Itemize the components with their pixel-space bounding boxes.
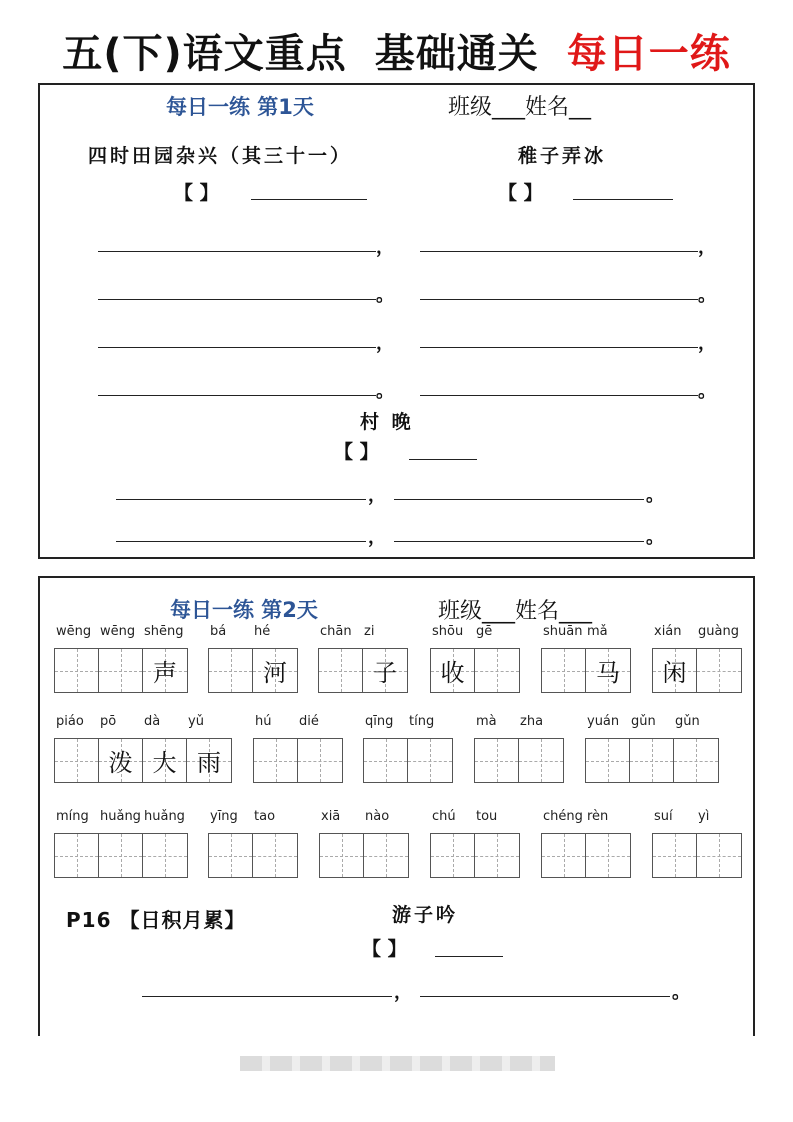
poem3-line-1a[interactable] (116, 499, 366, 500)
character-cell[interactable] (475, 834, 519, 877)
p16-label: P16 【日积月累】 (66, 908, 246, 932)
poem4-line-1a[interactable] (142, 996, 392, 997)
character-cell[interactable] (320, 834, 364, 877)
character-cell[interactable] (586, 834, 630, 877)
character-text: 大 (152, 749, 177, 777)
character-cell[interactable] (653, 834, 697, 877)
character-cell[interactable] (431, 834, 475, 877)
character-cell[interactable] (99, 739, 143, 782)
header-daily-practice: 每日一练 (566, 31, 731, 77)
poem3-line-2a[interactable] (116, 541, 366, 542)
period: 。 (646, 485, 664, 506)
poem2-line-1[interactable] (420, 251, 698, 252)
pinyin-syllable: gǔn (675, 714, 700, 729)
character-grid[interactable] (585, 738, 719, 783)
pinyin-syllable: míng (56, 809, 89, 824)
character-cell[interactable] (55, 834, 99, 877)
character-cell[interactable] (298, 739, 342, 782)
pinyin-syllable: rèn (587, 809, 609, 824)
character-grid[interactable] (54, 833, 188, 878)
character-cell[interactable] (143, 739, 187, 782)
poem1-line-3[interactable] (98, 347, 376, 348)
pinyin-syllable: hú (255, 714, 272, 729)
character-cell[interactable] (187, 739, 231, 782)
poem2-author-bracket: 【 】 (498, 182, 543, 204)
comma: ， (394, 982, 412, 1003)
pinyin-syllable: chú (432, 809, 456, 824)
period: 。 (698, 381, 716, 402)
pinyin-syllable: shēng (144, 624, 184, 639)
character-cell[interactable] (254, 739, 298, 782)
page-header (0, 22, 793, 79)
pinyin-syllable: qīng (365, 714, 394, 729)
header-subtitle: 基础通关 (374, 31, 539, 77)
pinyin-syllable: mǎ (587, 624, 608, 639)
pinyin-syllable: tíng (409, 714, 435, 729)
character-cell[interactable] (431, 649, 475, 692)
pinyin-syllable: chéng (543, 809, 583, 824)
pinyin-syllable: huǎng (100, 809, 141, 824)
pinyin-syllable: wēng (56, 624, 92, 639)
character-grid[interactable] (363, 738, 453, 783)
pinyin-syllable: yǔ (188, 714, 204, 729)
character-text: 泼 (108, 749, 133, 777)
poem3-author-bracket: 【 】 (334, 441, 379, 463)
character-cell[interactable] (99, 834, 143, 877)
character-cell[interactable] (653, 649, 697, 692)
pinyin-syllable: suí (654, 809, 673, 824)
character-cell[interactable] (630, 739, 674, 782)
poem1-line-1[interactable] (98, 251, 376, 252)
character-cell[interactable] (143, 649, 187, 692)
day2-label: 每日一练 第2天 (170, 598, 318, 622)
character-cell[interactable] (55, 649, 99, 692)
period: 。 (698, 285, 716, 306)
day1-worksheet (38, 83, 755, 559)
poem2-line-4[interactable] (420, 395, 698, 396)
pinyin-syllable: dié (299, 714, 319, 729)
pinyin-syllable: yuán (587, 714, 620, 729)
pinyin-syllable: bá (210, 624, 227, 639)
character-text: 子 (373, 659, 397, 687)
period: 。 (376, 381, 394, 402)
pinyin-syllable: chān (320, 624, 352, 639)
poem1-line-2[interactable] (98, 299, 376, 300)
comma: ， (368, 485, 386, 506)
pinyin-syllable: shōu (432, 624, 464, 639)
character-grid[interactable] (541, 648, 631, 693)
character-grid[interactable] (54, 648, 188, 693)
character-cell[interactable] (586, 739, 630, 782)
character-cell[interactable] (55, 739, 99, 782)
pinyin-syllable: gē (476, 624, 493, 639)
poem4-line-1b[interactable] (420, 996, 670, 997)
character-text: 河 (263, 659, 287, 687)
character-text: 闲 (662, 659, 687, 687)
character-cell[interactable] (542, 649, 586, 692)
pinyin-syllable: yīng (210, 809, 238, 824)
character-text: 收 (440, 659, 465, 687)
pinyin-syllable: zi (364, 624, 375, 639)
character-cell[interactable] (99, 649, 143, 692)
pinyin-syllable: shuān (543, 624, 583, 639)
character-grid[interactable] (54, 738, 232, 783)
pinyin-syllable: xiā (321, 809, 341, 824)
pinyin-syllable: guàng (698, 624, 739, 639)
pinyin-syllable: nào (365, 809, 390, 824)
character-cell[interactable] (364, 834, 408, 877)
pinyin-syllable: dà (144, 714, 161, 729)
character-grid[interactable] (652, 833, 742, 878)
period: 。 (672, 982, 690, 1003)
character-grid[interactable] (208, 648, 298, 693)
poem1-line-4[interactable] (98, 395, 376, 396)
character-cell[interactable] (475, 649, 519, 692)
comma: ， (698, 237, 716, 258)
comma: ， (698, 333, 716, 354)
poem3-line-1b[interactable] (394, 499, 644, 500)
character-cell[interactable] (674, 739, 718, 782)
pinyin-syllable: pō (100, 714, 117, 729)
character-cell[interactable] (209, 834, 253, 877)
header-title: 五(下)语文重点 (62, 31, 347, 77)
day1-class-name: 班级___姓名__ (448, 95, 592, 120)
comma: ， (376, 237, 394, 258)
character-grid[interactable] (253, 738, 343, 783)
pinyin-syllable: yì (698, 809, 710, 824)
pinyin-syllable: gǔn (631, 714, 656, 729)
character-cell[interactable] (319, 649, 363, 692)
period: 。 (646, 527, 664, 548)
blurred-watermark (240, 1056, 555, 1071)
character-grid[interactable] (430, 648, 520, 693)
pinyin-syllable: tao (254, 809, 276, 824)
period: 。 (376, 285, 394, 306)
character-text: 声 (153, 659, 177, 687)
character-cell[interactable] (363, 649, 407, 692)
comma: ， (368, 527, 386, 548)
character-grid[interactable] (541, 833, 631, 878)
day2-class-name: 班级___姓名___ (438, 599, 593, 624)
poem4-author-line[interactable] (435, 956, 503, 957)
character-grid[interactable] (430, 833, 520, 878)
character-text: 马 (596, 659, 620, 687)
poem3-author-line[interactable] (409, 459, 477, 460)
pinyin-syllable: huǎng (144, 809, 185, 824)
pinyin-syllable: zha (520, 714, 544, 729)
pinyin-syllable: xián (654, 624, 682, 639)
character-cell[interactable] (408, 739, 452, 782)
poem3-line-2b[interactable] (394, 541, 644, 542)
character-grid[interactable] (474, 738, 564, 783)
character-cell[interactable] (143, 834, 187, 877)
comma: ， (376, 333, 394, 354)
character-cell[interactable] (586, 649, 630, 692)
poem2-line-3[interactable] (420, 347, 698, 348)
day2-worksheet (38, 576, 755, 1036)
poem1-title: 四时田园杂兴（其三十一） (88, 145, 353, 167)
character-grid[interactable] (319, 833, 409, 878)
character-grid[interactable] (652, 648, 742, 693)
pinyin-syllable: hé (254, 624, 271, 639)
character-cell[interactable] (697, 649, 741, 692)
poem2-author-line[interactable] (573, 199, 673, 200)
character-cell[interactable] (475, 739, 519, 782)
character-cell[interactable] (542, 834, 586, 877)
pinyin-syllable: piáo (56, 714, 84, 729)
character-cell[interactable] (253, 834, 297, 877)
poem1-author-line[interactable] (251, 199, 367, 200)
poem2-title: 稚子弄冰 (518, 145, 607, 167)
character-cell[interactable] (209, 649, 253, 692)
character-cell[interactable] (364, 739, 408, 782)
character-cell[interactable] (697, 834, 741, 877)
pinyin-syllable: wēng (100, 624, 136, 639)
character-cell[interactable] (253, 649, 297, 692)
character-grid[interactable] (318, 648, 408, 693)
character-grid[interactable] (208, 833, 298, 878)
character-cell[interactable] (519, 739, 563, 782)
pinyin-syllable: mà (476, 714, 497, 729)
poem2-line-2[interactable] (420, 299, 698, 300)
pinyin-syllable: tou (476, 809, 498, 824)
poem4-title: 游子吟 (392, 904, 459, 926)
poem4-author-bracket: 【 】 (362, 938, 407, 960)
poem3-title: 村 晚 (360, 411, 414, 433)
day1-label: 每日一练 第1天 (166, 95, 314, 119)
poem1-author-bracket: 【 】 (174, 182, 219, 204)
character-text: 雨 (197, 749, 221, 777)
